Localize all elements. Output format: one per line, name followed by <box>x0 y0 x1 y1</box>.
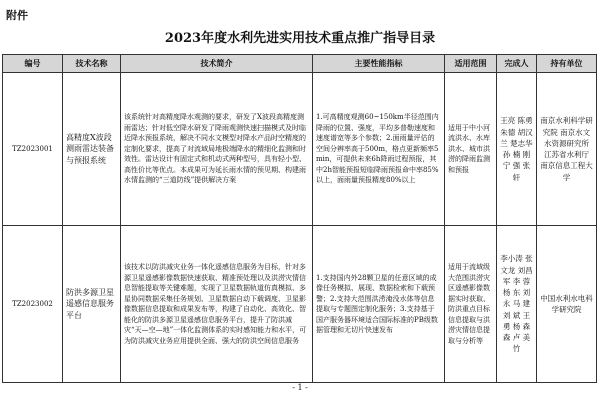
cell-intro: 该技术以防洪减灾业务一体化遥感信息服务为目标，针对多源卫星遥感影像数据快速获取、精准预处理以及洪涝灾情信息智能提取等关键难题，实现了卫星数据轨道仿真模拟、多星协同数据采集任务规划、卫星数据自动下载调度、卫星影像数据信息提取和成果发布等，构建了自动化、高效化、智能化的防洪多源卫星遥感信息服务平台，提升了防洪减灾“天—空—地”一体化监测体系的实时感知能力和水平，可为防洪减灾业务应用提供全面、强大的防洪空间信息服务 <box>121 226 313 383</box>
cell-unit: 南京水利科学研究院 南京水文水资源研究所 江苏省水利厅 南京信息工程大学 <box>537 73 597 226</box>
column-header-unit: 持有单位 <box>537 55 597 73</box>
table-row <box>3 73 597 226</box>
table-row <box>3 226 597 383</box>
column-header-performance: 主要性能指标 <box>313 55 445 73</box>
table-header-row <box>3 55 597 73</box>
column-header-id: 编号 <box>3 55 63 73</box>
column-header-scope: 适用范围 <box>445 55 497 73</box>
column-header-team: 完成人 <box>497 55 537 73</box>
cell-name: 防洪多源卫星遥感信息服务平台 <box>63 226 121 383</box>
cell-unit: 中国水利水电科学研究院 <box>537 226 597 383</box>
cell-intro: 该系统针对高精度降水观测的要求，研发了X波段高精度测雨雷达；针对低空降水研发了降雨观测快速扫描模式及时临近降水预报系统，解决不同水文模型对降水产品时空精度的定制化要求，提高了对流域局地极端降水的精细化监测和时效性。雷达设计有固定式和机动式两种型号，具有轻小型、高性价比等优点。本成果可为延长雨水情的预见期、构建雨水情监测的“三道防线”提供解决方案 <box>121 73 313 226</box>
cell-id: TZ2023002 <box>3 226 63 383</box>
page-number: - 1 - <box>292 383 308 392</box>
cell-name: 高精度X波段测雨雷达装备与预报系统 <box>63 73 121 226</box>
column-header-name: 技术名称 <box>63 55 121 73</box>
column-header-intro: 技术简介 <box>121 55 313 73</box>
cell-team: 王亮 陈勇 朱德 胡汉 兰 楚志华 孙 楠 刚 宁 强 张 轩 <box>497 73 537 226</box>
cell-id: TZ2023001 <box>3 73 63 226</box>
cell-performance: 1.支持国内外28颗卫星的任意区域的成像任务模拟、展现、数据检索和下载预警；2.支持大范围洪涝淹没水体等信息提取与专题图定制化服务；3.支持基于国产服务器环境适合国际标准的PB级数据管理和无切片快速发布 <box>313 226 445 383</box>
cell-scope: 适用于流域级大范围洪涝灾区遥感影像数据实时获取、防洪重点目标信息提取与洪涝灾情信息提取与分析等 <box>445 226 497 383</box>
cell-scope: 适用于中小河流洪水、水库洪水、城市洪涝的降雨监测和预报 <box>445 73 497 226</box>
document-title: 2023年度水利先进实用技术重点推广指导目录 <box>164 31 436 46</box>
cell-performance: 1.可高精度观测60~150km半径范围内降雨的位置、强度，平均多普勒速度和速度谱宽等多个参数；2.面雨量评估的空间分辨率高于500m，格点更新频率5min，可提供未来6h降雨过程预报，其中2h智能预报短临降雨预报命中率85%以上，面雨量预报精度80%以上 <box>313 73 445 226</box>
cell-team: 李小涛 张文龙 刘昌军 李 蓉 杨 东 刘 永 马 建 刘 斌 王 勇 杨 森 森 卢 美 竹 <box>497 226 537 383</box>
technology-catalog-table <box>2 54 597 383</box>
annex-label: 附件 <box>6 9 28 22</box>
